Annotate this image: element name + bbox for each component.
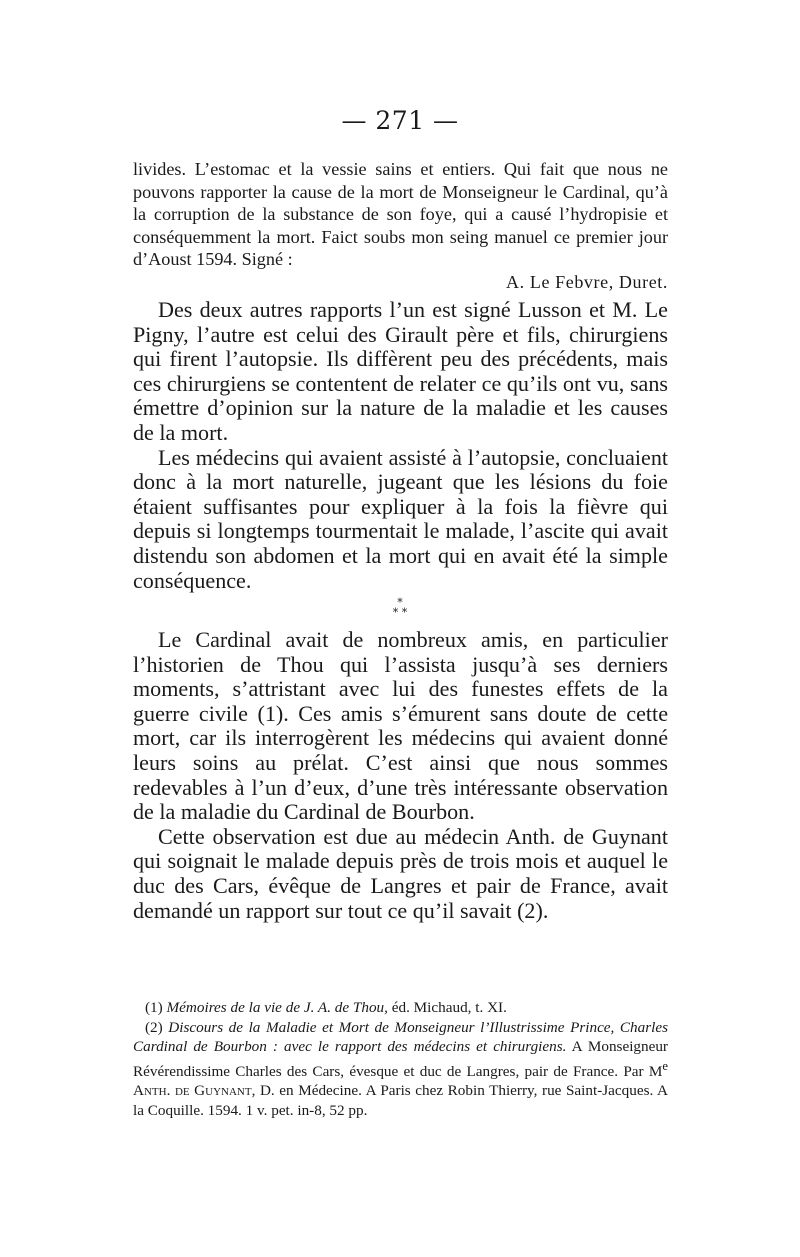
paragraph: Les médecins qui avaient assisté à l’autopsie, concluaient donc à la mort naturelle, jugeant que les lésions du foie étaient suffisantes pour expliquer à la fois la fièvre qui depuis si longtemps tourmentait le malade, l’ascite qui avait distendu son abdomen et la mort qui en avait été la simple conséquence. [133, 444, 668, 593]
footnote-text: A Monseigneur Révérendissime Charles des Cars, évesque et duc de Langres, pair de France. Par M [133, 1038, 668, 1080]
footnotes [133, 998, 668, 1120]
paragraph: Le Cardinal avait de nombreux amis, en particulier l’historien de Thou qui l’assista jusqu’à ses derniers moments, s’attristant avec lui des funestes effets de la guerre civile (1). Ces amis s’émurent sans doute de cette mort, car ils interrogèrent les médecins qui avaient donné leurs soins au prélat. C’est ainsi que nous sommes redevables à l’un d’eux, d’une très intéressante observation de la maladie du Cardinal de Bourbon. [133, 627, 668, 825]
footnote-2 [133, 1018, 668, 1121]
footnote-work-title: Discours de la Maladie et Mort de Monseigneur l’Illustrissime Prince, Charles Cardinal de Bourbon : avec le rapport des médecins et chirurgiens. [133, 1018, 668, 1055]
page-number: — 271 — [341, 106, 459, 135]
quoted-report-text: livides. L’estomac et la vessie sains et entiers. Qui fait que nous ne pouvons rapporter la cause de la mort de Monseigneur le Cardinal, qu’à la corruption de la substance de son foye, qui a causé l’hydropisie et conséquemment la mort. Faict soubs mon seing manuel ce premier jour d’Aoust 1594. Signé : [133, 159, 668, 270]
footnote-work-title: Mémoires de la vie de J. A. de Thou, [166, 999, 388, 1016]
footnote-text: éd. Michaud, t. XI. [391, 999, 507, 1016]
footnote-text: D. en Médecine. A Paris chez Robin Thierry, rue Saint-Jacques. A la Coquille. 1594. 1 v. pet. in-8, 52 pp. [133, 1082, 668, 1119]
paragraph: Cette observation est due au médecin Anth. de Guynant qui soignait le malade depuis près de trois mois et auquel le duc des Cars, évêque de Langres et pair de France, avait demandé un rapport sur tout ce qu’il savait (2). [133, 823, 668, 923]
text-section-autopsy [133, 298, 668, 593]
text-section-observation [133, 628, 668, 923]
footnote-marker: (1) [145, 999, 163, 1016]
footnote-author: Anth. de Guynant, [133, 1082, 256, 1100]
section-separator-asterism [0, 598, 800, 618]
asterism-bottom-stars: * * [392, 606, 408, 619]
footnote-superscript: e [662, 1058, 668, 1073]
footnote-1 [133, 998, 668, 1018]
report-signature: A. Le Febvre, Duret. [506, 272, 668, 292]
asterism-top-star: * [397, 596, 403, 609]
paragraph: Des deux autres rapports l’un est signé Lusson et M. Le Pigny, l’autre est celui des Girault père et fils, chirurgiens qui firent l’autopsie. Ils diffèrent peu des précédents, mais ces chirurgiens se contentent de relater ce qu’ils ont vu, sans émettre d’opinion sur la nature de la maladie et les causes de la mort. [133, 297, 668, 445]
footnote-marker: (2) [145, 1018, 163, 1036]
